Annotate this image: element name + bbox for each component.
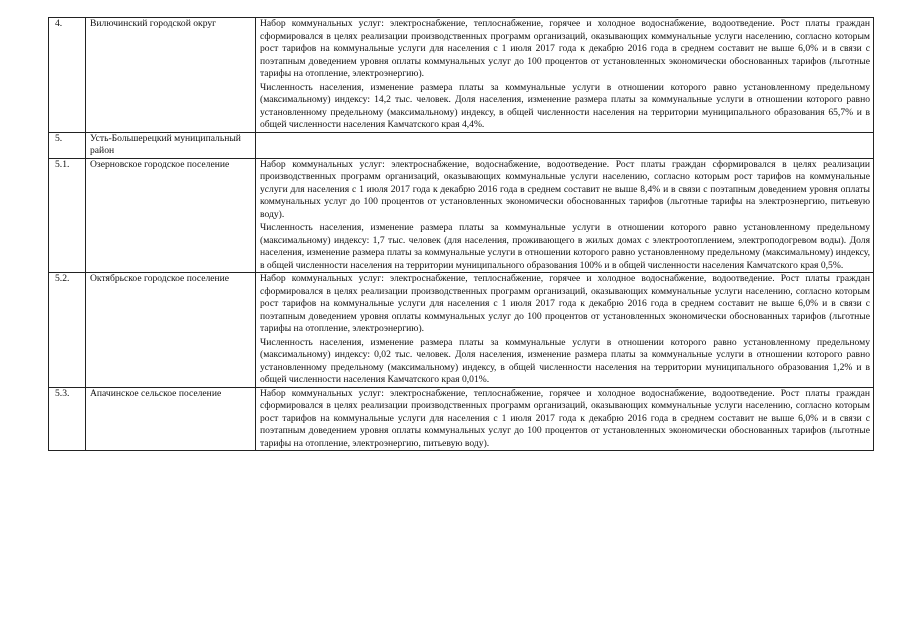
tariff-description xyxy=(256,387,874,451)
row-number: 5.2. xyxy=(49,273,86,388)
description-paragraph: Набор коммунальных услуг: электроснабжение, водоснабжение, водоотведение. Рост платы граждан сформировался в целях реализации производственных программ организаций, оказывающих коммунальные услуги населению, согласно которым рост тарифов на коммунальные услуги для населения с 1 июля 2017 года к декабрю 2016 года в среднем составит не выше 8,4% и в связи с поэтапным доведением уровня оплаты коммунальных услуг до 100 процентов от установленных экономически обоснованных тарифов (льготные тарифы на электроэнергию, питьевую воду). xyxy=(260,158,870,220)
row-number: 5. xyxy=(49,132,86,158)
tariff-description xyxy=(256,273,874,388)
tariff-description xyxy=(256,158,874,273)
table-body xyxy=(49,18,874,451)
row-number: 5.3. xyxy=(49,387,86,451)
description-paragraph: Набор коммунальных услуг: электроснабжение, теплоснабжение, горячее и холодное водоснабжение, водоотведение. Рост платы граждан сформировался в целях реализации производственных программ организаций, оказывающих коммунальные услуги населению, согласно которым рост тарифов на коммунальные услуги для населения с 1 июля 2017 года к декабрю 2016 года в среднем составит не выше 6,0% и в связи с поэтапным доведением уровня оплаты коммунальных услуг до 100 процентов от установленных экономически обоснованных тарифов (льготные тарифы на отопление, электроэнергию). xyxy=(260,273,870,334)
municipality-name: Вилючинский городской округ xyxy=(86,18,256,133)
table-row xyxy=(49,387,874,451)
table-row xyxy=(49,273,874,388)
description-paragraph: Численность населения, изменение размера платы за коммунальные услуги в отношении которого равно установленному предельному (максимальному) индексу: 1,7 тыс. человек (для населения, проживающего в жилых домах с электроотоплением, электроподогревом воды). Доля населения, изменение размера платы за коммунальные услуги в отношении которого равно установленному предельному (максимальному) индексу, в общей численности населения на территории муниципального образования 100% и в общей численности населения Камчатского края 0,5%. xyxy=(260,222,870,271)
municipality-name: Октябрьское городское поселение xyxy=(86,273,256,388)
table-row xyxy=(49,18,874,133)
tariff-description xyxy=(256,132,874,158)
row-number: 5.1. xyxy=(49,158,86,273)
municipality-name: Усть-Большерецкий муниципальный район xyxy=(86,132,256,158)
description-paragraph: Численность населения, изменение размера платы за коммунальные услуги в отношении которого равно установленному предельному (максимальному) индексу: 0,02 тыс. человек. Доля населения, изменение размера платы за коммунальные услуги в отношении которого равно установленному предельному (максимальному) индексу, в общей численности населения на территории муниципального образования 1,2% и в общей численности населения Камчатского края 0,01%. xyxy=(260,336,870,385)
table-row xyxy=(49,158,874,273)
table-row xyxy=(49,132,874,158)
municipality-name: Озерновское городское поселение xyxy=(86,158,256,273)
municipal-tariff-table xyxy=(48,17,874,451)
description-paragraph: Численность населения, изменение размера платы за коммунальные услуги в отношении которого равно установленному предельному (максимальному) индексу: 14,2 тыс. человек. Доля населения, изменение размера платы за коммунальные услуги в отношении которого равно установленному предельному (максимальному) индексу, в общей численности населения на территории муниципального образования 65,7% и в общей численности населения Камчатского края 4,4%. xyxy=(260,81,870,130)
municipality-name: Апачинское сельское поселение xyxy=(86,387,256,451)
row-number: 4. xyxy=(49,18,86,133)
description-paragraph: Набор коммунальных услуг: электроснабжение, теплоснабжение, горячее и холодное водоснабжение, водоотведение. Рост платы граждан сформировался в целях реализации производственных программ организаций, оказывающих коммунальные услуги населению, согласно которым рост тарифов на коммунальные услуги для населения с 1 июля 2017 года к декабрю 2016 года в среднем составит не выше 6,0% и в связи с поэтапным доведением уровня оплаты коммунальных услуг до 100 процентов от установленных экономически обоснованных тарифов (льготные тарифы на отопление, электроэнергию). xyxy=(260,18,870,79)
description-paragraph: Набор коммунальных услуг: электроснабжение, теплоснабжение, горячее и холодное водоснабжение, водоотведение. Рост платы граждан сформировался в целях реализации производственных программ организаций, оказывающих коммунальные услуги населению, согласно которым рост тарифов на коммунальные услуги для населения с 1 июля 2017 года к декабрю 2016 года в среднем составит не выше 6,0% и в связи с поэтапным доведением уровня оплаты коммунальных услуг до 100 процентов от установленных экономически обоснованных тарифов (льготные тарифы на отопление, электроэнергию, питьевую воду). xyxy=(260,387,870,449)
tariff-description xyxy=(256,18,874,133)
